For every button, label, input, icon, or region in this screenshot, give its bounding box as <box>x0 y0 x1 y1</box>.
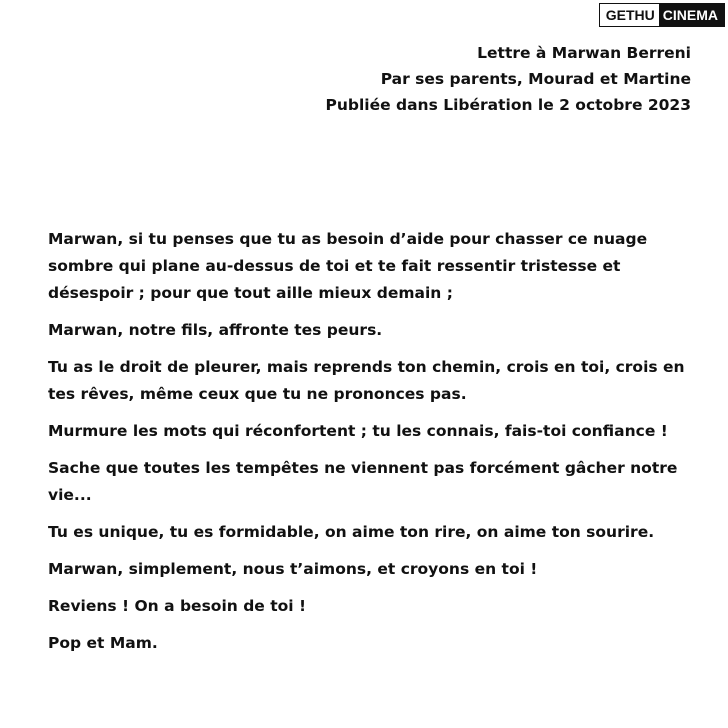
letter-paragraph: Marwan, simplement, nous t’aimons, et croyons en toi ! <box>48 560 538 578</box>
letter-paragraph: Murmure les mots qui réconfortent ; tu les connais, fais-toi confiance ! <box>48 422 668 440</box>
letter-paragraph: Marwan, si tu penses que tu as besoin d’aide pour chasser ce nuage sombre qui plane au-dessus de toi et te fait ressentir tristesse et désespoir ; pour que tout aille mieux demain ; <box>48 230 648 302</box>
letter-signature: Pop et Mam. <box>48 634 158 652</box>
letter-paragraph: Sache que toutes les tempêtes ne viennent pas forcément gâcher notre vie... <box>48 459 678 504</box>
letter-paragraph: Reviens ! On a besoin de toi ! <box>48 597 307 615</box>
letter-paragraph: Marwan, notre fils, affronte tes peurs. <box>48 321 383 339</box>
letter-paragraph: Tu as le droit de pleurer, mais reprends ton chemin, crois en toi, crois en tes rêves, même ceux que tu ne prononces pas. <box>48 358 685 403</box>
header-authors: Par ses parents, Mourad et Martine <box>380 70 691 88</box>
letter-body <box>48 226 698 667</box>
letter-paragraph: Tu es unique, tu es formidable, on aime ton rire, on aime ton sourire. <box>48 523 655 541</box>
watermark-part1: GETHU <box>600 4 659 26</box>
header-publication: Publiée dans Libération le 2 octobre 2023 <box>325 96 691 114</box>
watermark-part2: CINEMA <box>659 4 724 26</box>
letter-header <box>325 40 691 118</box>
watermark-logo <box>599 3 725 27</box>
header-title: Lettre à Marwan Berreni <box>477 44 691 62</box>
